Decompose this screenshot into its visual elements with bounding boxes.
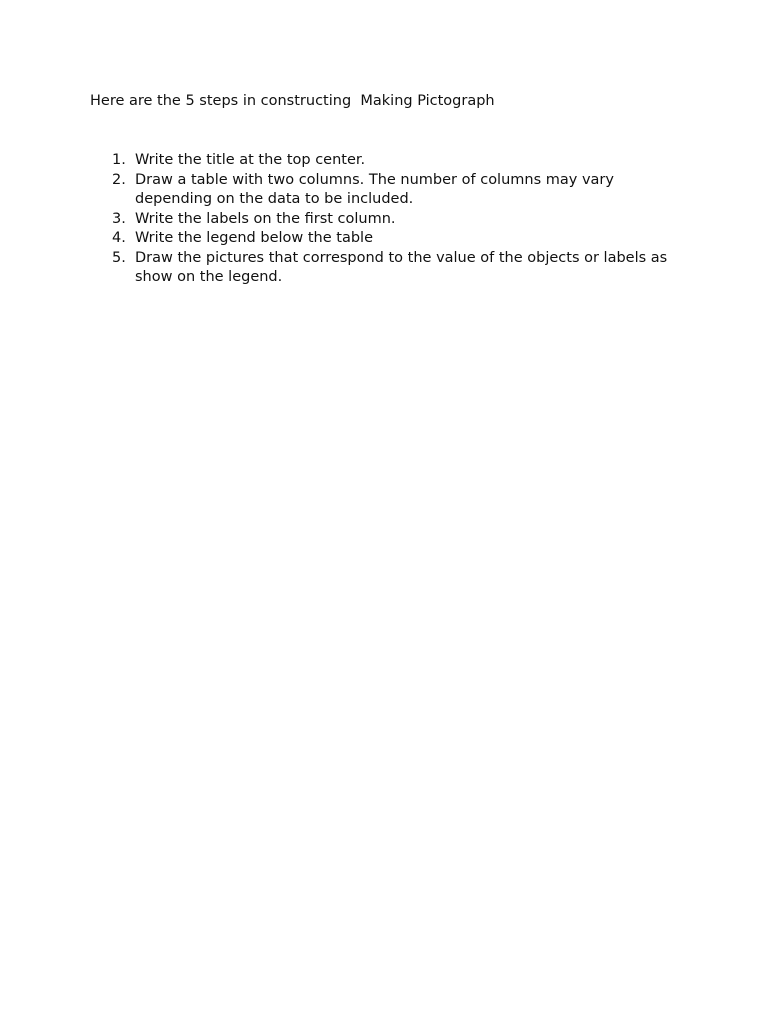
list-item bbox=[90, 229, 690, 249]
step-text: Draw the pictures that correspond to the value of the objects or labels as show on the legend. bbox=[135, 249, 668, 285]
list-item bbox=[90, 171, 690, 210]
step-text: Write the labels on the first column. bbox=[135, 210, 396, 227]
step-number: 5. bbox=[112, 249, 126, 266]
step-number: 2. bbox=[112, 171, 126, 188]
intro-text: Here are the 5 steps in constructing Making Pictograph bbox=[90, 93, 495, 109]
step-text: Write the title at the top center. bbox=[135, 152, 366, 168]
list-item bbox=[90, 151, 690, 171]
steps-list bbox=[90, 151, 690, 288]
step-text: Draw a table with two columns. The number of columns may vary depending on the data to be included. bbox=[135, 171, 614, 207]
step-text: Write the legend below the table bbox=[135, 230, 373, 246]
step-number: 4. bbox=[112, 230, 126, 246]
step-number: 1. bbox=[112, 152, 126, 168]
list-item bbox=[90, 249, 690, 288]
list-item bbox=[90, 210, 690, 230]
step-number: 3. bbox=[112, 210, 126, 227]
